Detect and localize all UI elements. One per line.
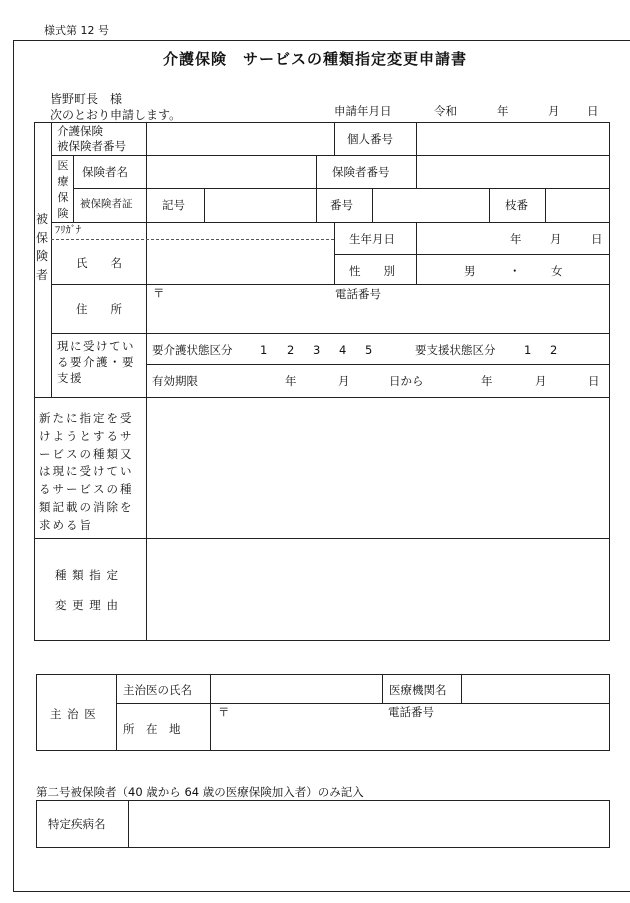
specific-disease-field[interactable] — [129, 801, 609, 847]
divider — [334, 254, 610, 255]
specific-disease-label: 特定疾病名 — [48, 817, 106, 831]
insured-number-field[interactable] — [147, 123, 333, 154]
form-title: 介護保険 サービスの種類指定変更申請書 — [162, 50, 467, 68]
branch-label: 枝番 — [505, 198, 528, 212]
birthdate-month-unit: 月 — [550, 232, 562, 246]
divider — [51, 122, 52, 397]
year-unit: 年 — [497, 104, 509, 118]
symbol-field[interactable] — [205, 189, 315, 221]
address-field[interactable] — [147, 300, 609, 332]
care-level-option-1[interactable]: 1 — [260, 343, 268, 357]
support-level-option-1[interactable]: 1 — [524, 343, 532, 357]
care-level-option-3[interactable]: 3 — [313, 343, 321, 357]
day-unit: 日 — [587, 104, 599, 118]
divider — [51, 284, 610, 285]
number-field[interactable] — [373, 189, 488, 221]
furigana-label: ﾌﾘｶﾞﾅ — [55, 224, 82, 236]
birthdate-year-unit: 年 — [510, 232, 522, 246]
divider — [334, 122, 335, 155]
addressee: 皆野町長 様 — [50, 92, 123, 106]
service-request-label: 新たに指定を受けようとするサービスの種類又は現に受けているサービスの種類記載の消除を求める旨 — [39, 411, 134, 532]
birthdate-day-unit: 日 — [591, 232, 603, 246]
era-label: 令和 — [434, 104, 457, 118]
sex-label: 性 別 — [349, 264, 395, 278]
care-level-option-4[interactable]: 4 — [339, 343, 347, 357]
service-request-field[interactable] — [147, 398, 609, 537]
change-reason-label-1: 種 類 指 定 — [55, 568, 119, 582]
doctor-phone-label: 電話番号 — [388, 705, 434, 719]
valid-from-day-unit: 日から — [389, 374, 424, 388]
location-label: 所 在 地 — [123, 722, 181, 736]
insurer-number-label: 保険者番号 — [332, 165, 390, 179]
divider — [73, 188, 610, 189]
insurer-number-field[interactable] — [417, 156, 609, 187]
doctor-address-field[interactable] — [211, 720, 609, 750]
name-label: 氏 名 — [76, 256, 122, 270]
divider — [116, 703, 610, 704]
divider — [51, 333, 610, 334]
care-level-label: 要介護状態区分 — [152, 343, 233, 357]
insured-number-label: 介護保険 被保険者番号 — [57, 124, 126, 153]
symbol-label: 記号 — [162, 198, 185, 212]
intro-text: 次のとおり申請します。 — [50, 108, 182, 122]
institution-label: 医療機関名 — [389, 683, 447, 697]
sex-option-male[interactable]: 男 — [464, 264, 476, 278]
current-level-label: 現に受けている要介護・要支援 — [57, 339, 135, 386]
valid-to-year-unit: 年 — [481, 374, 493, 388]
form-number: 様式第 12 号 — [44, 24, 109, 37]
address-label: 住 所 — [76, 302, 122, 316]
postal-mark: 〒 — [153, 286, 165, 300]
personal-number-field[interactable] — [417, 123, 609, 154]
sex-separator: ・ — [509, 264, 521, 278]
divider — [489, 188, 490, 222]
institution-field[interactable] — [462, 675, 609, 702]
medical-insurance-label: 医療保険 — [57, 159, 69, 220]
support-level-option-2[interactable]: 2 — [550, 343, 558, 357]
personal-number-label: 個人番号 — [347, 132, 393, 146]
care-level-option-5[interactable]: 5 — [365, 343, 373, 357]
care-level-option-2[interactable]: 2 — [287, 343, 295, 357]
insurer-name-label: 保険者名 — [82, 165, 128, 179]
valid-period-label: 有効期限 — [152, 374, 198, 388]
divider — [416, 222, 417, 284]
valid-to-day-unit: 日 — [588, 374, 600, 388]
furigana-field[interactable] — [147, 223, 333, 238]
doctor-postal-mark: 〒 — [218, 705, 230, 719]
valid-to-month-unit: 月 — [535, 374, 547, 388]
insured-side-label: 被保険者 — [35, 212, 48, 282]
valid-from-year-unit: 年 — [285, 374, 297, 388]
insurer-name-field[interactable] — [147, 156, 315, 187]
month-unit: 月 — [548, 104, 560, 118]
doctor-name-label: 主治医の氏名 — [123, 683, 192, 697]
birthdate-label: 生年月日 — [349, 232, 395, 246]
name-field[interactable] — [147, 240, 333, 283]
number-label: 番号 — [330, 198, 353, 212]
application-date-label: 申請年月日 — [334, 104, 392, 118]
change-reason-field[interactable] — [147, 539, 609, 640]
phone-label: 電話番号 — [335, 287, 381, 301]
divider — [146, 364, 610, 365]
valid-from-month-unit: 月 — [338, 374, 350, 388]
divider — [116, 674, 117, 751]
second-insured-note: 第二号被保険者（40 歳から 64 歳の医療保険加入者）のみ記入 — [36, 785, 364, 799]
branch-field[interactable] — [546, 189, 609, 221]
doctor-name-field[interactable] — [211, 675, 381, 702]
support-level-label: 要支援状態区分 — [415, 343, 496, 357]
doctor-side-label: 主 治 医 — [50, 707, 97, 721]
sex-option-female[interactable]: 女 — [551, 264, 563, 278]
divider — [382, 674, 383, 703]
divider — [334, 222, 335, 284]
card-label: 被保険者証 — [80, 198, 133, 210]
change-reason-label-2: 変 更 理 由 — [55, 598, 119, 612]
